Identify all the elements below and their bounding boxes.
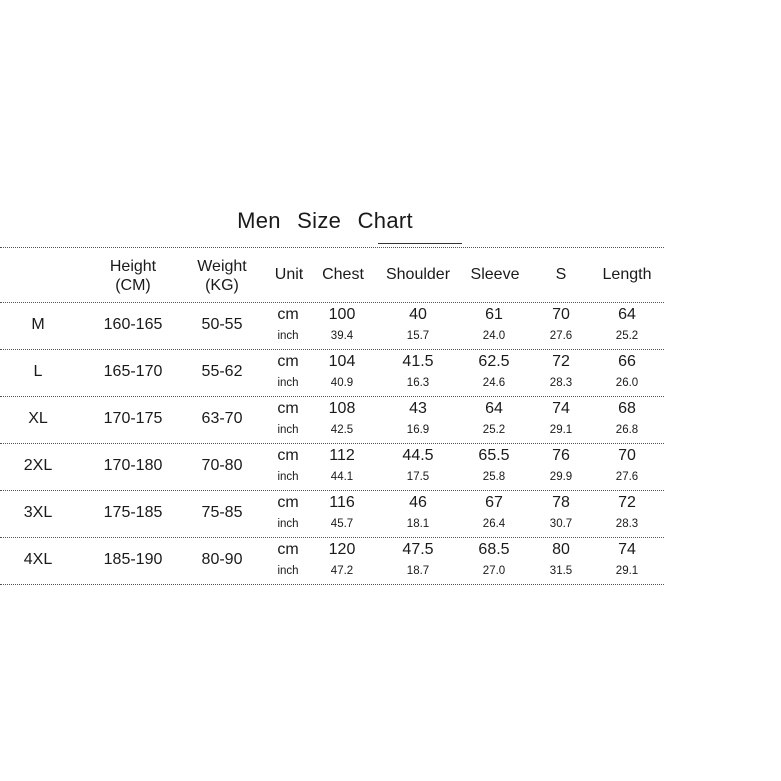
table-row-2xl xyxy=(0,443,664,490)
shoulder-cm-cell: 40 xyxy=(409,306,427,323)
unit-inch-cell: inch xyxy=(277,565,299,577)
chest-cm-cell: 116 xyxy=(329,494,355,511)
unit-inch-cell: inch xyxy=(277,471,299,483)
shoulder-inch-cell: 15.7 xyxy=(406,330,430,342)
length-inch-cell: 27.6 xyxy=(615,471,639,483)
weight-cell: 63-70 xyxy=(201,410,243,427)
header-unit: Unit xyxy=(274,266,304,283)
length-cm-cell: 64 xyxy=(618,306,636,323)
s-cm-cell: 70 xyxy=(552,306,570,323)
shoulder-cm-cell: 46 xyxy=(409,494,427,511)
chest-cm-cell: 108 xyxy=(328,400,356,417)
table-row-l xyxy=(0,349,664,396)
sleeve-cm-cell: 62.5 xyxy=(478,353,510,370)
chart-title: Men Size Chart xyxy=(237,208,413,233)
shoulder-inch-cell: 16.3 xyxy=(406,377,430,389)
unit-inch-cell: inch xyxy=(277,518,299,530)
shoulder-cm-cell: 43 xyxy=(409,400,427,417)
header-shoulder: Shoulder xyxy=(385,266,451,283)
weight-cell: 80-90 xyxy=(201,551,243,568)
sleeve-cm-cell: 68.5 xyxy=(478,541,510,558)
header-height-line2: (CM) xyxy=(115,277,151,294)
unit-inch-cell: inch xyxy=(277,424,299,436)
header-row xyxy=(0,247,664,302)
title-underline xyxy=(378,243,462,244)
height-cell: 185-190 xyxy=(103,551,163,568)
s-inch-cell: 29.9 xyxy=(549,471,573,483)
sleeve-inch-cell: 25.2 xyxy=(482,424,506,436)
length-cm-cell: 74 xyxy=(618,541,636,558)
length-cm-cell: 70 xyxy=(618,447,636,464)
chest-inch-cell: 45.7 xyxy=(330,518,354,530)
size-cell: L xyxy=(33,363,43,380)
shoulder-inch-cell: 17.5 xyxy=(406,471,430,483)
unit-cm-cell: cm xyxy=(277,447,299,464)
chest-cm-cell: 104 xyxy=(328,353,356,370)
s-inch-cell: 27.6 xyxy=(549,330,573,342)
length-cm-cell: 72 xyxy=(618,494,636,511)
sleeve-inch-cell: 25.8 xyxy=(482,471,506,483)
sleeve-cm-cell: 67 xyxy=(485,494,503,511)
shoulder-cm-cell: 41.5 xyxy=(402,353,434,370)
height-cell: 170-180 xyxy=(103,457,163,474)
length-cm-cell: 66 xyxy=(618,353,636,370)
unit-cm-cell: cm xyxy=(277,306,299,323)
sleeve-inch-cell: 27.0 xyxy=(482,565,506,577)
header-chest: Chest xyxy=(322,266,364,283)
shoulder-cm-cell: 47.5 xyxy=(402,541,434,558)
unit-cm-cell: cm xyxy=(277,541,299,558)
length-inch-cell: 26.0 xyxy=(615,377,639,389)
height-cell: 165-170 xyxy=(103,363,163,380)
length-inch-cell: 26.8 xyxy=(615,424,639,436)
s-cm-cell: 76 xyxy=(552,447,570,464)
size-cell: 2XL xyxy=(23,457,53,474)
unit-cm-cell: cm xyxy=(277,400,299,417)
chest-inch-cell: 42.5 xyxy=(330,424,354,436)
weight-cell: 70-80 xyxy=(201,457,243,474)
sleeve-inch-cell: 24.0 xyxy=(482,330,506,342)
unit-inch-cell: inch xyxy=(277,330,299,342)
s-inch-cell: 30.7 xyxy=(549,518,573,530)
s-inch-cell: 31.5 xyxy=(549,565,573,577)
weight-cell: 55-62 xyxy=(201,363,243,380)
unit-inch-cell: inch xyxy=(277,377,299,389)
height-cell: 170-175 xyxy=(103,410,163,427)
shoulder-inch-cell: 16.9 xyxy=(406,424,430,436)
size-chart-table xyxy=(0,247,664,585)
table-row-3xl xyxy=(0,490,664,537)
chest-cm-cell: 120 xyxy=(328,541,356,558)
s-inch-cell: 29.1 xyxy=(549,424,573,436)
header-length: Length xyxy=(602,266,652,283)
header-weight xyxy=(197,257,247,295)
shoulder-inch-cell: 18.1 xyxy=(406,518,430,530)
shoulder-inch-cell: 18.7 xyxy=(406,565,430,577)
unit-cm-cell: cm xyxy=(277,494,299,511)
length-cm-cell: 68 xyxy=(618,400,636,417)
header-s: S xyxy=(555,266,567,283)
sleeve-cm-cell: 61 xyxy=(485,306,503,323)
chest-inch-cell: 44.1 xyxy=(330,471,354,483)
shoulder-cm-cell: 44.5 xyxy=(402,447,434,464)
weight-cell: 75-85 xyxy=(201,504,243,521)
chest-inch-cell: 47.2 xyxy=(330,565,354,577)
s-inch-cell: 28.3 xyxy=(549,377,573,389)
table-row-m xyxy=(0,302,664,349)
header-weight-line1: Weight xyxy=(197,258,247,275)
height-cell: 175-185 xyxy=(103,504,163,521)
table-row-4xl xyxy=(0,537,664,585)
table-row-xl xyxy=(0,396,664,443)
chest-cm-cell: 112 xyxy=(329,447,355,464)
chest-inch-cell: 40.9 xyxy=(330,377,354,389)
length-inch-cell: 29.1 xyxy=(615,565,639,577)
header-height xyxy=(110,257,156,295)
sleeve-inch-cell: 26.4 xyxy=(482,518,506,530)
chest-inch-cell: 39.4 xyxy=(330,330,354,342)
chest-cm-cell: 100 xyxy=(328,306,356,323)
sleeve-cm-cell: 64 xyxy=(485,400,503,417)
header-sleeve: Sleeve xyxy=(470,266,520,283)
s-cm-cell: 74 xyxy=(552,400,570,417)
unit-cm-cell: cm xyxy=(277,353,299,370)
size-cell: M xyxy=(31,316,45,333)
header-weight-line2: (KG) xyxy=(205,277,239,294)
weight-cell: 50-55 xyxy=(201,316,243,333)
header-height-line1: Height xyxy=(109,258,157,275)
s-cm-cell: 78 xyxy=(552,494,570,511)
sleeve-cm-cell: 65.5 xyxy=(478,447,510,464)
size-cell: 4XL xyxy=(23,551,53,568)
s-cm-cell: 80 xyxy=(552,541,570,558)
length-inch-cell: 25.2 xyxy=(615,330,639,342)
s-cm-cell: 72 xyxy=(552,353,570,370)
height-cell: 160-165 xyxy=(103,316,163,333)
length-inch-cell: 28.3 xyxy=(615,518,639,530)
sleeve-inch-cell: 24.6 xyxy=(482,377,506,389)
size-cell: 3XL xyxy=(23,504,53,521)
size-cell: XL xyxy=(28,410,48,427)
